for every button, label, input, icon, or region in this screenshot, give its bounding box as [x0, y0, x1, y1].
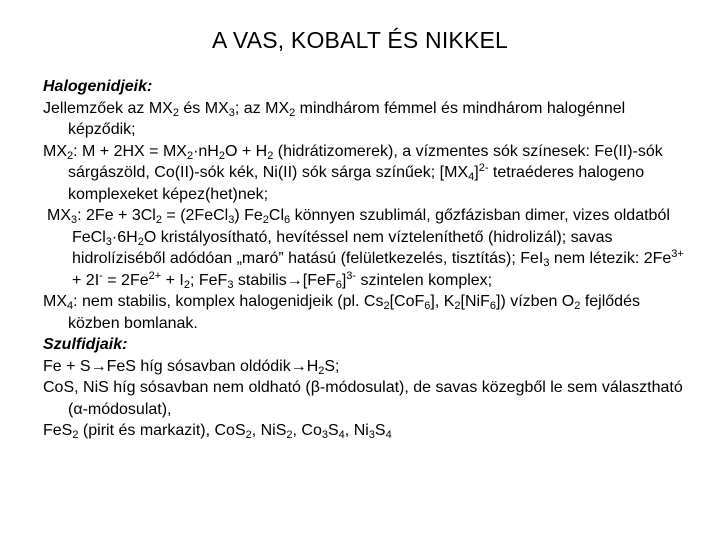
- heading-sulfides: Szulfidjaik:: [43, 336, 128, 353]
- slide-content: [43, 76, 693, 442]
- slide-title: A VAS, KOBALT ÉS NIKKEL: [211, 27, 509, 53]
- paragraph-mx2: $MX_2$: $M + 2HX = MX_2\cdot nH_2O + H_2$ (hidrátizomerek), a vízmentes sók színesek: Fe(II)-sók sárgászöld, Co(II)-sók kék, Ni(II) sók sárga színűek; $[MX_4]^{2-}$ tetraéderes halogeno komplexeket képez(het)nek;: [43, 142, 663, 203]
- paragraph-mx3: $MX_3$: $2Fe + 3Cl_2$ = (2FeCl$_3$) $Fe_2Cl_6$ könnyen szublimál, gőzfázisban dimer, vizes oldatból $FeCl_3\cdot 6H_2O$ kristályosítható, hevítéssel nem vízteleníthető (hidrolizál); savas hidrolíziséből adódóan „maró” hatású (felületkezelés, tisztítás); FeI$_3$ nem létezik: $2Fe^{3+} + 2I^- = 2Fe^{2+} + I_2$; FeF$_3$ $stabilis\to[FeF_6]^{3-}$ szintelen komplex;: [47, 207, 684, 291]
- heading-halogenides: Halogenidjeik:: [43, 78, 153, 95]
- paragraph-cos-nis: CoS, NiS híg sósavban nem oldható (β-módosulat), de savas közegből le sem választható (α-módosulat),: [43, 379, 683, 418]
- paragraph-mx-general: Jellemzőek az $MX_2$ és $MX_3$; az $MX_2$ mindhárom fémmel és mindhárom halogénnel képződik;: [43, 99, 626, 138]
- paragraph-disulfides: FeS$_2$ (pirit és markazit), CoS$_2$, NiS$_2$, $Co_3S_4$, $Ni_3S_4$: [43, 422, 392, 441]
- paragraph-mx4: $MX_4$: nem stabilis, komplex halogenidjeik (pl. $Cs_2[CoF_6]$, $K_2[NiF_6]$) vízben $O_2$ fejlődés közben bomlanak.: [43, 293, 640, 332]
- paragraph-fes: Fe + S→FeS híg sósavban $oldódik\to H_2S$;: [43, 357, 340, 377]
